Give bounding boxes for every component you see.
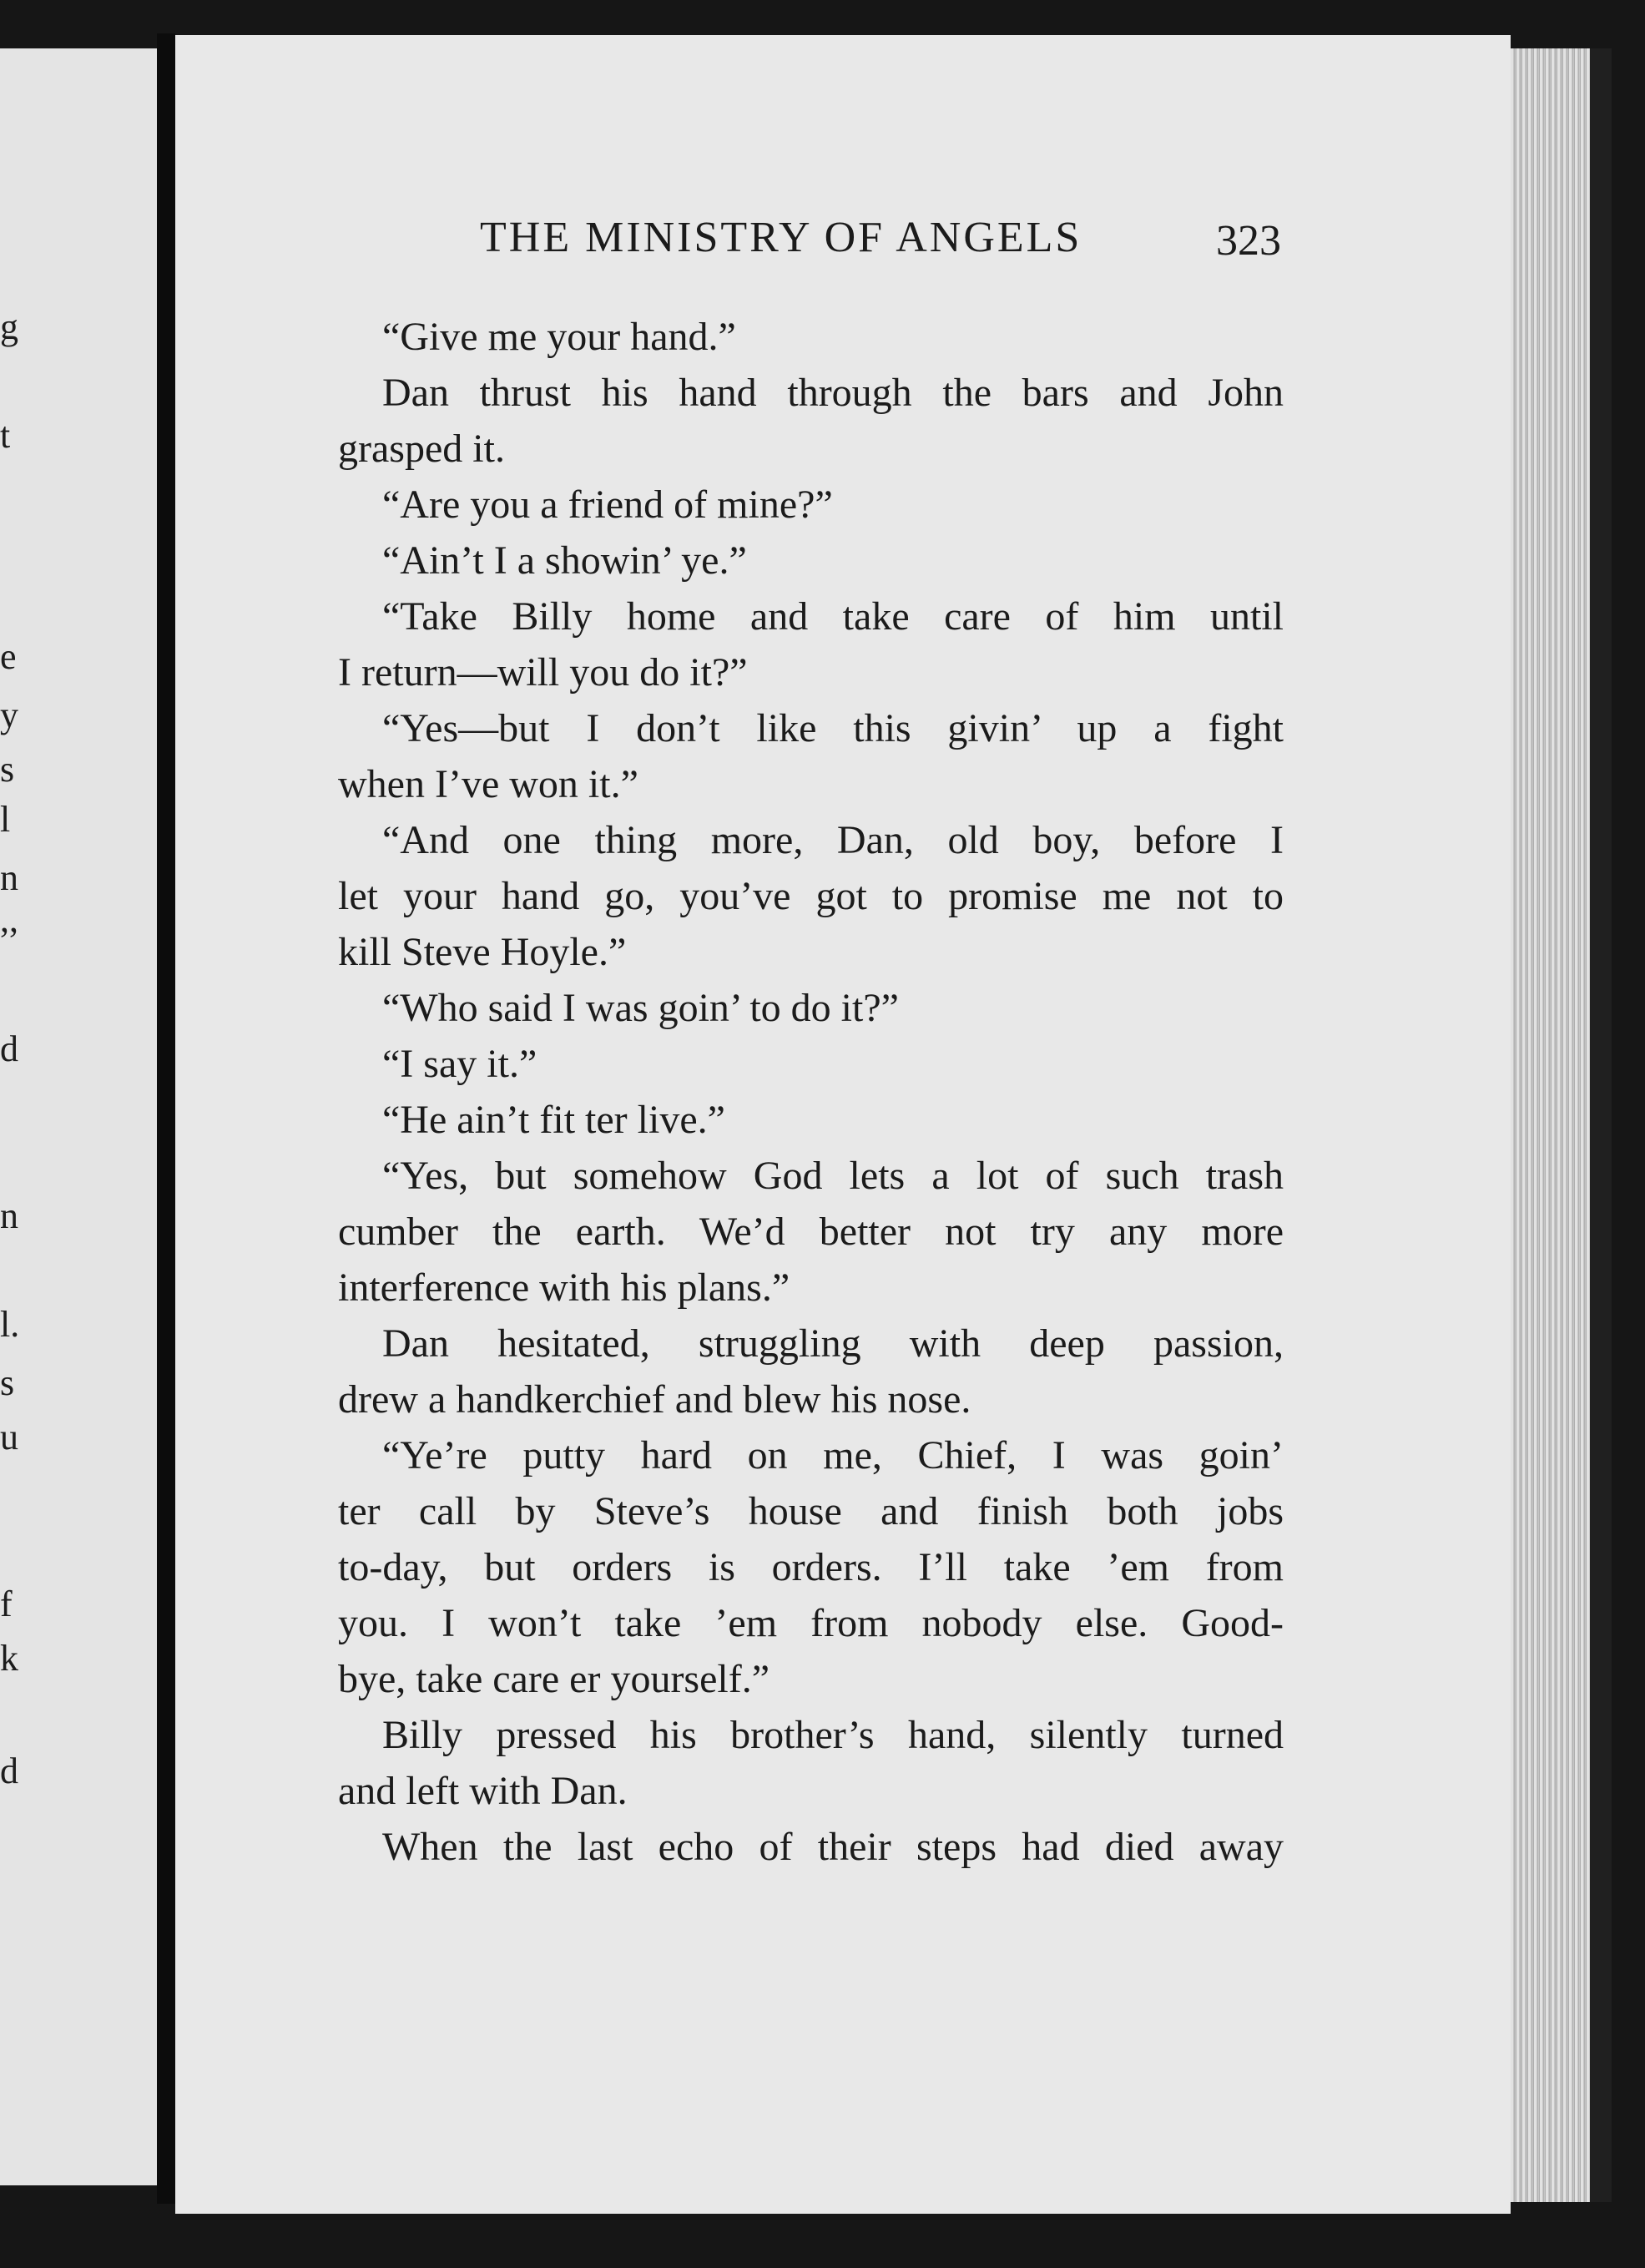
text-line: “Take Billy home and take care of him until [382,594,1284,639]
margin-letter: e [0,636,17,677]
book-gutter [157,33,175,2204]
margin-letter: n [0,1195,18,1236]
text-line: let your hand go, you’ve got to promise me not to [338,874,1284,918]
text-line: “I say it.” [382,1042,537,1086]
text-line: When the last echo of their steps had died away [382,1825,1284,1869]
margin-letter: f [0,1584,13,1624]
margin-letter: s [0,749,15,790]
text-line: drew a handkerchief and blew his nose. [338,1377,971,1422]
text-line: when I’ve won it.” [338,762,638,806]
text-line: you. I won’t take ’em from nobody else. Good- [338,1601,1284,1645]
margin-letter: l. [0,1304,20,1345]
text-line: and left with Dan. [338,1769,628,1813]
margin-letter: k [0,1638,18,1679]
running-title: THE MINISTRY OF ANGELS [480,214,1082,261]
margin-letter: d [0,1750,18,1791]
text-line: “Yes, but somehow God lets a lot of such trash [382,1154,1284,1198]
margin-letter: y [0,695,18,735]
margin-letter: n [0,857,18,898]
margin-letter: l [0,799,11,840]
page-number: 323 [1216,217,1281,265]
text-line: Billy pressed his brother’s hand, silently turned [382,1713,1284,1757]
text-line: Dan hesitated, struggling with deep passion, [382,1321,1284,1366]
text-line: “And one thing more, Dan, old boy, before I [382,818,1284,862]
margin-letter: ,, [0,899,18,940]
text-line: to-day, but orders is orders. I’ll take ’em from [338,1545,1284,1589]
text-line: “Yes—but I don’t like this givin’ up a fight [382,706,1284,750]
text-line: Dan thrust his hand through the bars and John [382,371,1284,415]
running-head [480,213,1281,271]
text-line: “He ain’t fit ter live.” [382,1098,725,1142]
text-line: I return—will you do it?” [338,650,748,695]
margin-letter: u [0,1417,18,1457]
text-line: grasped it. [338,427,505,471]
text-line: kill Steve Hoyle.” [338,930,627,974]
margin-letter: t [0,415,11,456]
text-line: “Ain’t I a showin’ ye.” [382,538,747,583]
page-edges-stack [1511,48,1602,2202]
text-line: bye, take care er yourself.” [338,1657,770,1701]
text-line: interference with his plans.” [338,1265,790,1310]
previous-page-margin-letters [0,48,157,2185]
margin-letter: d [0,1028,18,1069]
text-line: cumber the earth. We’d better not try any more [338,1210,1284,1254]
margin-letter: s [0,1362,15,1403]
book-cover-edge [1590,48,1612,2202]
text-line: “Ye’re putty hard on me, Chief, I was goin’ [382,1433,1284,1477]
text-line: “Give me your hand.” [382,315,736,359]
text-line: ter call by Steve’s house and finish both jobs [338,1489,1284,1533]
page-body-text [338,309,1284,1875]
previous-page-edge [0,48,157,2185]
margin-letter: g [0,306,18,347]
text-line: “Who said I was goin’ to do it?” [382,986,899,1030]
text-line: “Are you a friend of mine?” [382,482,833,527]
